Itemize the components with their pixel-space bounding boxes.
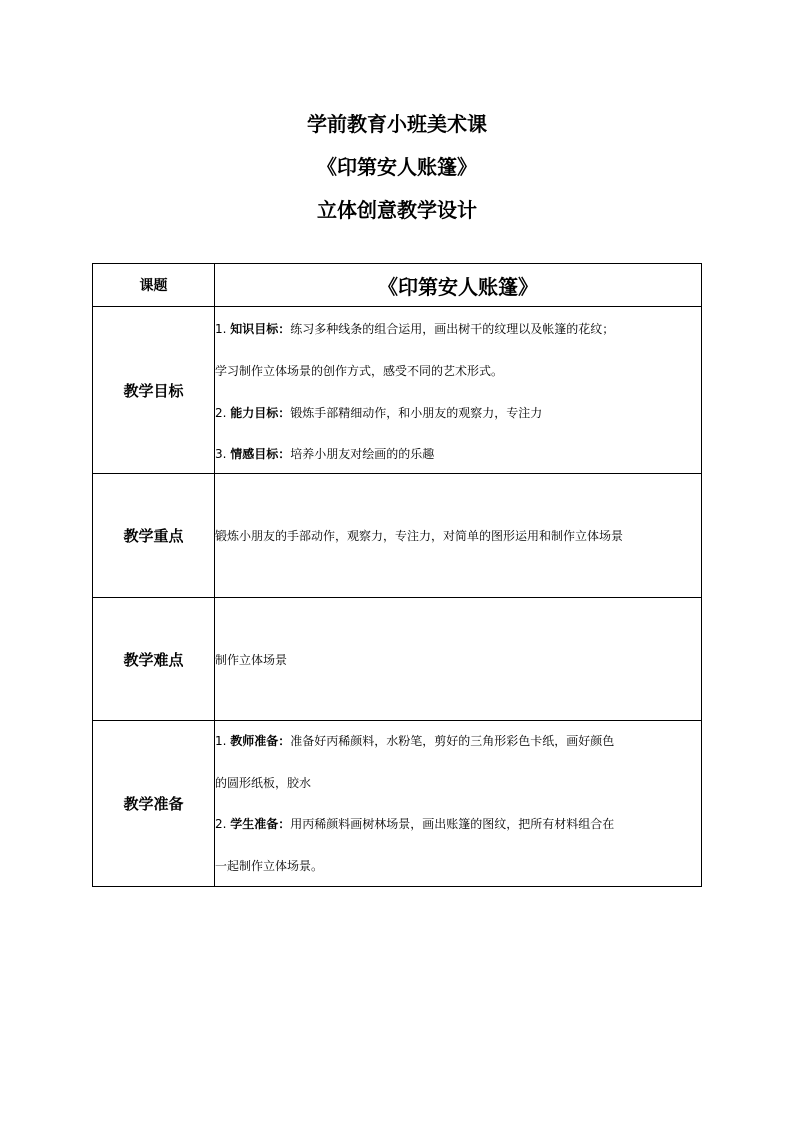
prep-teacher-continued: 的圆形纸板，胶水	[215, 776, 312, 790]
goal-knowledge: 1. 知识目标：练习多种线条的组合运用，画出树干的纹理以及帐篷的花纹；	[215, 321, 615, 336]
goal-emotion: 3. 情感目标：培养小朋友对绘画的的乐趣	[215, 446, 435, 461]
key-points-content: 锻炼小朋友的手部动作，观察力，专注力，对简单的图形运用和制作立体场景	[215, 474, 702, 598]
title-line-lesson: 《印第安人账篷》	[317, 155, 477, 179]
prep-teacher: 1. 教师准备：准备好丙稀颜料，水粉笔，剪好的三角形彩色卡纸，画好颜色	[215, 734, 615, 748]
title-line-course: 学前教育小班美术课	[307, 112, 487, 136]
goal-ability: 2. 能力目标：锻炼手部精细动作，和小朋友的观察力，专注力	[215, 405, 543, 420]
key-points-label: 教学重点	[93, 474, 215, 598]
goals-label: 教学目标	[93, 307, 215, 474]
table-row-key-points	[93, 474, 702, 598]
topic-value: 《印第安人账篷》	[215, 264, 702, 307]
lesson-plan-table	[92, 263, 702, 887]
table-row-goals	[93, 307, 702, 474]
difficulties-content: 制作立体场景	[215, 598, 702, 721]
table-row-preparation	[93, 721, 702, 887]
table-row-difficulties	[93, 598, 702, 721]
topic-label: 课题	[93, 264, 215, 307]
preparation-label: 教学准备	[93, 721, 215, 887]
document-title	[0, 103, 794, 232]
goals-content	[215, 307, 702, 474]
prep-student: 2. 学生准备：用丙稀颜料画树林场景，画出账篷的图纹，把所有材料组合在	[215, 817, 615, 831]
table-row-topic	[93, 264, 702, 307]
prep-student-continued: 一起制作立体场景。	[215, 859, 324, 873]
goal-knowledge-continued: 学习制作立体场景的创作方式，感受不同的艺术形式。	[215, 363, 504, 378]
title-line-design: 立体创意教学设计	[317, 198, 477, 222]
preparation-content	[215, 721, 702, 887]
difficulties-label: 教学难点	[93, 598, 215, 721]
